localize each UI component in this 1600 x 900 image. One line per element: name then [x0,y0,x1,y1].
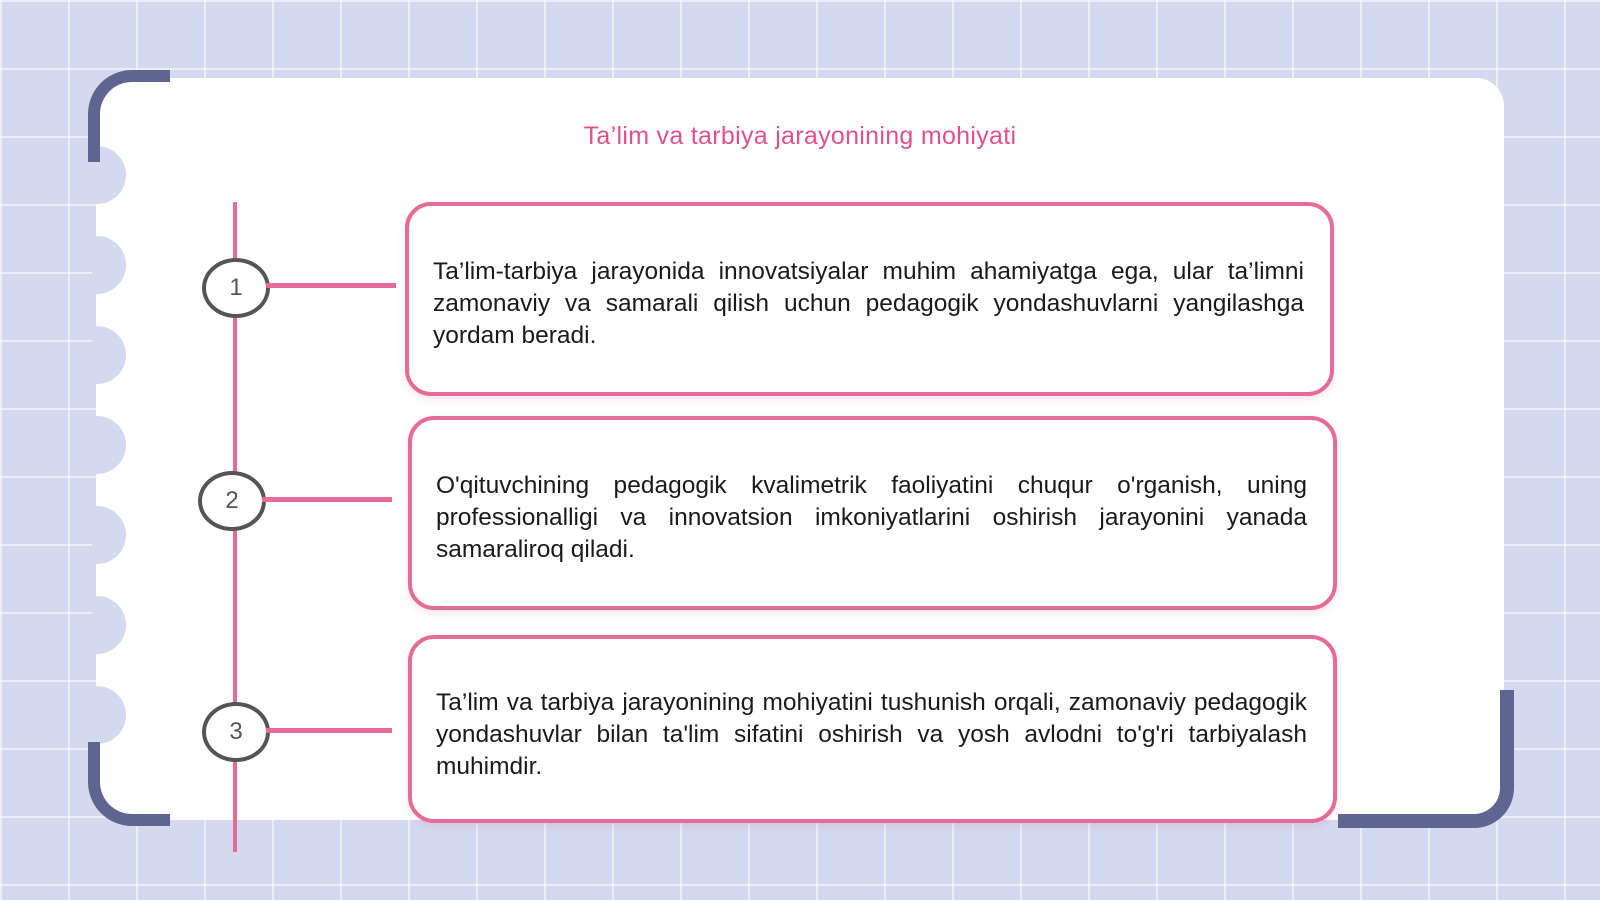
frame-corner-bottom-right [1338,690,1514,828]
timeline-node-3: 3 [202,702,270,762]
timeline-connector-1 [266,283,396,288]
timeline-card-2 [408,416,1337,610]
timeline-card-text-1: Ta’lim-tarbiya jarayonida innovatsiyalar muhim ahamiyatga ega, ular ta’limni zamonaviy va samarali qilish uchun pedagogik yondashuvlarni yangilashga yordam beradi. [433,258,1304,349]
slide-title: Ta’lim va tarbiya jarayonining mohiyati [583,122,1017,150]
timeline-connector-2 [262,497,392,502]
timeline-connector-3 [266,728,392,733]
timeline-card-3 [408,635,1337,823]
timeline-card-text-3: Ta’lim va tarbiya jarayonining mohiyatini tushunish orqali, zamonaviy pedagogik yondashuvlar bilan ta'lim sifatini oshirish va yosh avlodni to'g'ri tarbiyalash muhimdir. [436,689,1307,780]
timeline-node-1: 1 [202,258,270,318]
timeline-card-1 [405,202,1334,396]
timeline-node-2: 2 [198,471,266,531]
timeline-card-text-2: O'qituvchining pedagogik kvalimetrik faoliyatini chuqur o'rganish, uning professionalligi va innovatsion imkoniyatlarini oshirish jarayonini yanada samaraliroq qiladi. [436,472,1307,563]
frame-corner-bottom-left [88,742,170,826]
